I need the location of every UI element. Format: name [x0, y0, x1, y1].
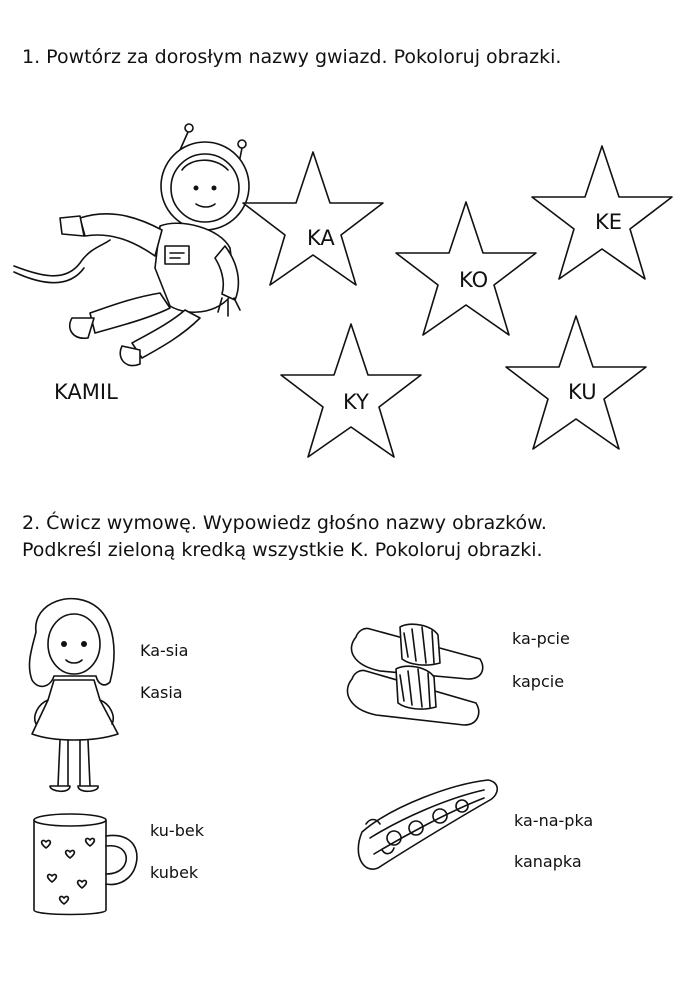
task2-instruction-line2: Podkreśl zieloną kredką wszystkie K. Pokoloruj obrazki. [22, 539, 543, 561]
item-kanapka-syllables: ka-na-pka [514, 811, 594, 830]
item-kasia-word: Kasia [140, 683, 183, 702]
slippers-illustration [340, 615, 490, 733]
mug-illustration [30, 812, 150, 922]
task1-instruction: 1. Powtórz za dorosłym nazwy gwiazd. Pokoloruj obrazki. [22, 46, 562, 68]
item-kubek-word: kubek [150, 863, 199, 882]
item-kapcie-syllables: ka-pcie [512, 629, 570, 648]
item-kanapka-word: kanapka [514, 852, 582, 871]
astronaut-name: KAMIL [54, 380, 118, 404]
item-kapcie-word: kapcie [512, 672, 565, 691]
sandwich-illustration [352, 776, 502, 888]
item-kubek-syllables: ku-bek [150, 821, 204, 840]
star-label-ka: KA [307, 226, 335, 250]
star-label-ke: KE [595, 210, 623, 234]
star-label-ku: KU [568, 380, 597, 404]
girl-illustration [14, 592, 134, 802]
star-label-ko: KO [459, 268, 489, 292]
item-kasia-syllables: Ka-sia [140, 641, 189, 660]
task2-instruction-line1: 2. Ćwicz wymowę. Wypowiedz głośno nazwy obrazków. [22, 512, 547, 534]
star-label-ky: KY [343, 390, 369, 414]
star-ka [243, 152, 383, 285]
